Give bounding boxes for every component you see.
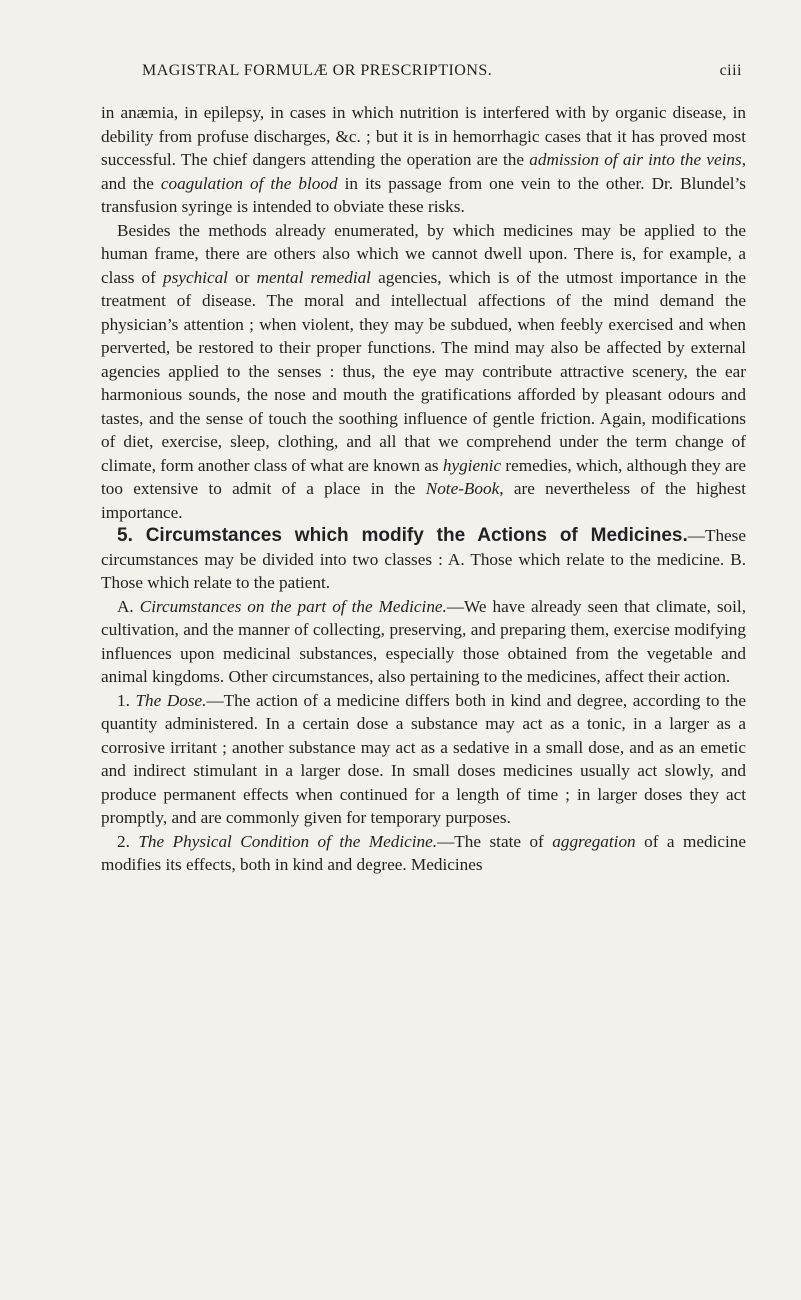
italic-text: hygienic	[442, 455, 502, 475]
text-run: , are nevertheless of the highest importance.	[101, 479, 746, 522]
page-number: ciii	[719, 62, 742, 79]
text-run: in anæmia, in epilepsy, in cases in which nutrition is interfered with by organic disease, in debility from profuse discharges, &c. ; but it is in hemorrhagic cases that it has proved most successful. The chief dangers attending the operation are the	[101, 103, 746, 169]
header-title: MAGISTRAL FORMULÆ OR PRESCRIPTIONS.	[142, 62, 493, 79]
text-run: —These circumstances may be divided into two classes : A. Those which relate to the medicine. B. Those which relate to the patient.	[101, 526, 746, 592]
text-run: 1.	[117, 690, 136, 710]
text-run: of a medicine modifies its effects, both in kind and degree. Medicines	[101, 831, 747, 874]
italic-text: Circumstances on the part of the Medicine.	[139, 596, 447, 616]
paragraph	[101, 689, 746, 830]
italic-text: mental remedial	[256, 267, 371, 287]
italic-text: aggregation	[552, 831, 636, 851]
text-run: —We have already seen that climate, soil, cultivation, and the manner of collecting, preserving, and preparing them, exercise modifying influences upon medicinal substances, especially those obtained from the vegetable and animal kingdoms. Other circumstances, also pertaining to the medicines, affect their action.	[101, 596, 746, 686]
paragraph	[101, 524, 746, 595]
text-run: 2.	[117, 831, 139, 851]
text-run: agencies, which is of the utmost importance in the treatment of disease. The moral and intellectual affections of the mind demand the physician’s attention ; when violent, they may be subdued, when feebly exercised and when perverted, be restored to their proper functions. The mind may also be affected by external agencies applied to the senses : thus, the eye may contribute attractive scenery, the ear harmonious sounds, the nose and mouth the gratifications afforded by pleasant odours and tastes, and the sense of touch the soothing influence of gentle friction. Again, modifications of diet, exercise, sleep, clothing, and all that we comprehend under the term change of climate, form another class of what are known as	[101, 267, 747, 475]
paragraph	[101, 219, 746, 525]
italic-text: The Physical Condition of the Medicine.	[138, 831, 438, 851]
text-run: , and the	[101, 150, 746, 193]
paragraph	[101, 595, 746, 689]
italic-text: psychical	[163, 267, 228, 287]
text-run: Besides the methods already enumerated, by which medicines may be applied to the human frame, there are others also which we cannot dwell upon. There is, for example, a class of	[101, 220, 746, 287]
italic-text: admission of air into the veins	[529, 150, 742, 169]
body-text	[101, 101, 746, 877]
paragraph	[101, 830, 746, 877]
section-heading: 5. Circumstances which modify the Actions of Medicines.	[117, 525, 688, 546]
text-run: remedies, which, although they are too extensive to admit of a place in the	[101, 455, 746, 498]
running-header	[142, 62, 742, 84]
italic-text: The Dose.	[135, 690, 207, 710]
text-run: in its passage from one vein to the other. Dr. Blundel’s transfusion syringe is intended to obviate these risks.	[101, 173, 746, 216]
text-run: A.	[117, 596, 140, 616]
text-run: or	[227, 267, 257, 287]
text-run: —The action of a medicine differs both in kind and degree, according to the quantity administered. In a certain dose a substance may act as a tonic, in a larger as a corrosive irritant ; another substance may act as a sedative in a small dose, and as an emetic and indirect stimulant in a larger dose. In small doses medicines usually act slowly, and produce permanent effects when continued for a length of time ; in larger doses they act promptly, and are commonly given for temporary purposes.	[101, 690, 747, 827]
paragraph	[101, 101, 746, 219]
italic-text: Note-Book	[425, 479, 500, 498]
text-run: —The state of	[437, 831, 553, 851]
italic-text: coagulation of the blood	[160, 173, 338, 193]
